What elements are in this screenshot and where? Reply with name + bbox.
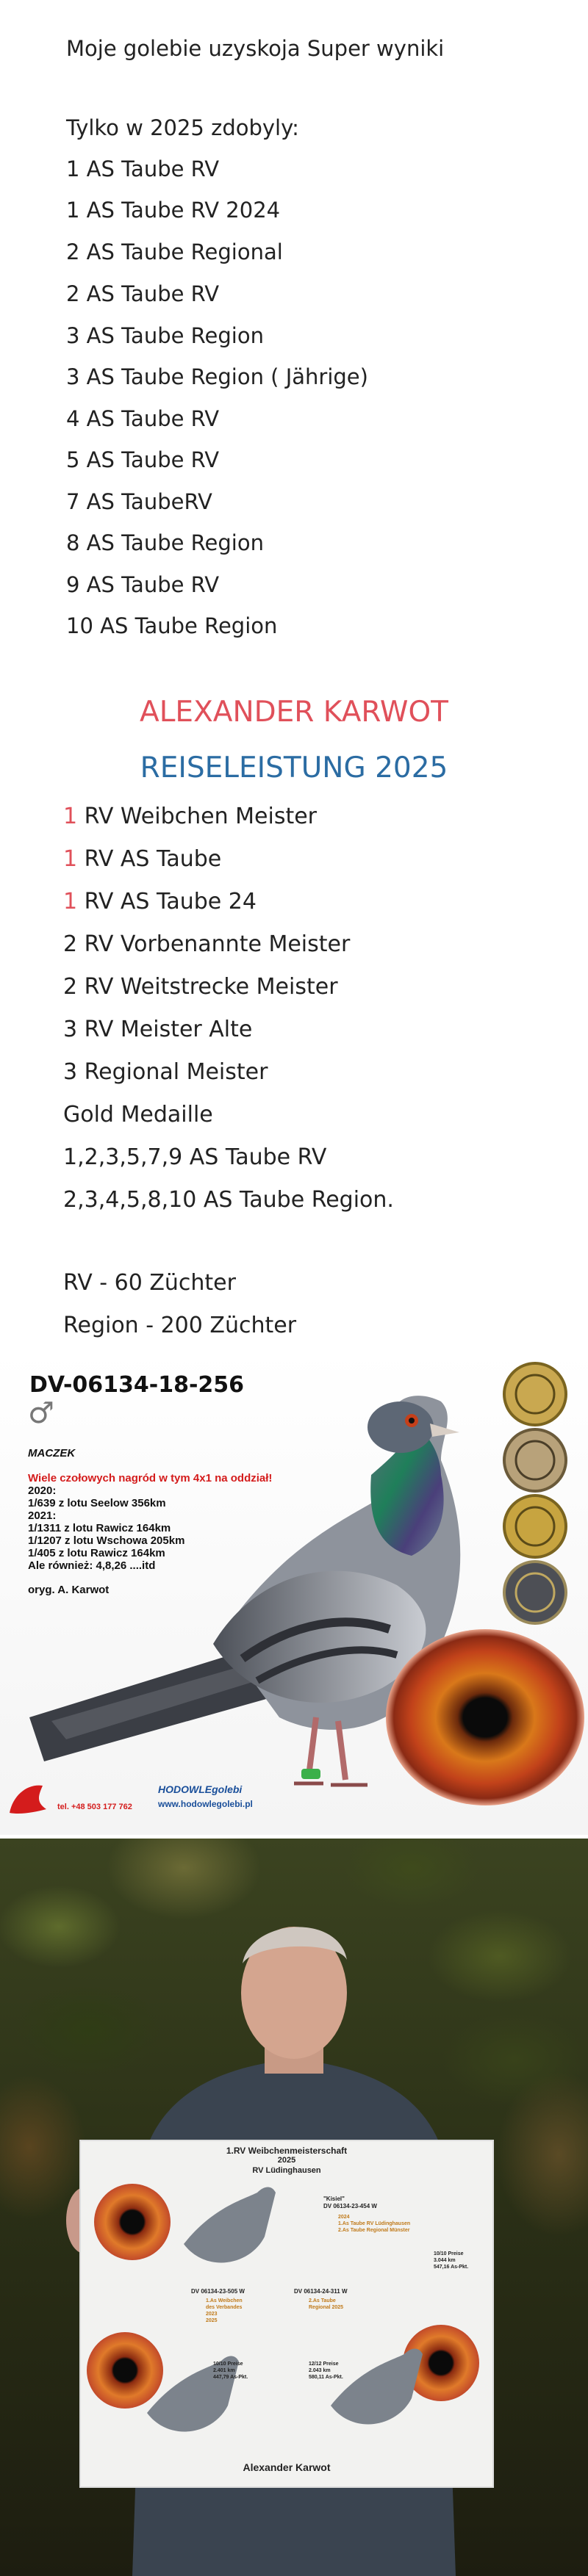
p1-ring: DV 06134-23-454 W [323, 2203, 377, 2209]
result-item: 7 AS TaubeRV [66, 489, 212, 514]
pigeon-illustration [0, 1350, 588, 1835]
p3-stat: 580,11 As-Pkt. [309, 2375, 343, 2380]
result-item: 8 AS Taube Region [66, 530, 264, 555]
achievement-line [63, 848, 221, 870]
p2-stat: 2.401 km [213, 2368, 235, 2373]
p1-line: 2024 [338, 2215, 350, 2220]
achievement-line [63, 806, 317, 828]
achievement-text: RV AS Taube 24 [77, 889, 257, 914]
p3-stat: 2.043 km [309, 2368, 331, 2373]
place-number: 3 [63, 1059, 78, 1085]
p2-line: des Verbandes [206, 2305, 243, 2310]
p1-name: "Kisiel" [323, 2196, 345, 2202]
achievement-line [63, 931, 351, 957]
breeder-name: ALEXANDER KARWOT [140, 696, 448, 729]
result-item: 10 AS Taube Region [66, 613, 278, 638]
website-link[interactable]: www.hodowlegolebi.pl [158, 1799, 253, 1809]
p2-line: 2023 [206, 2312, 218, 2317]
section-title: REISELEISTUNG 2025 [140, 751, 448, 784]
eye-closeup [386, 1629, 584, 1805]
placard-title: 1.RV Weibchenmeisterschaft [226, 2146, 348, 2156]
as-taube-region-line: 2,3,4,5,8,10 AS Taube Region. [63, 1187, 394, 1213]
p1-stat: 3.044 km [434, 2258, 456, 2263]
p1-stat: 547,16 As-Pkt. [434, 2265, 469, 2270]
p3-ring: DV 06134-24-311 W [294, 2288, 348, 2295]
result-item: 3 AS Taube Region ( Jährige) [66, 364, 368, 389]
achievement-text: RV Weibchen Meister [77, 804, 318, 829]
highlight-line: Wiele czołowych nagród w tym 4x1 na oddział! [28, 1472, 273, 1484]
p1-line: 1.As Taube RV Lüdinghausen [338, 2221, 411, 2226]
rv-breeders-count: RV - 60 Züchter [63, 1270, 236, 1296]
origin-line: oryg. A. Karwot [28, 1584, 110, 1596]
placard-owner: Alexander Karwot [243, 2461, 331, 2473]
male-symbol-icon: ♂ [28, 1396, 54, 1430]
pigeon-card [0, 1350, 588, 1835]
achievement-text: RV Weitstrecke Meister [77, 974, 338, 1000]
placard [79, 2140, 494, 2488]
detail-line: 1/1311 z lotu Rawicz 164km [28, 1522, 171, 1534]
p3-line: Regional 2025 [309, 2305, 344, 2310]
place-number: 1 [63, 889, 78, 914]
achievement-text: Regional Meister [77, 1059, 268, 1085]
p2-line: 1.As Weibchen [206, 2298, 243, 2303]
detail-line: 1/1207 z lotu Wschowa 205km [28, 1534, 185, 1547]
achievement-line [63, 976, 338, 998]
detail-line: 1/405 z lotu Rawicz 164km [28, 1547, 165, 1559]
as-taube-rv-line: 1,2,3,5,7,9 AS Taube RV [63, 1144, 327, 1170]
phone-number: tel. +48 503 177 762 [57, 1803, 132, 1811]
achievement-line [63, 1061, 268, 1083]
result-item: 4 AS Taube RV [66, 406, 220, 431]
hodowle-logo-text: HODOWLEgolebi [158, 1783, 243, 1795]
detail-line: 2020: [28, 1484, 57, 1497]
placard-year: 2025 [277, 2156, 296, 2165]
p2-stat: 447,79 As-Pkt. [213, 2375, 248, 2380]
red-pigeon-logo-icon [6, 1780, 50, 1816]
place-number: 2 [63, 974, 78, 1000]
p2-ring: DV 06134-23-505 W [191, 2288, 245, 2295]
headline: Moje golebie uzyskoja Super wyniki [66, 36, 445, 61]
result-item: 3 AS Taube Region [66, 323, 264, 348]
detail-line: Ale również: 4,8,26 ....itd [28, 1559, 156, 1572]
pigeon-name: MACZEK [28, 1447, 76, 1460]
subhead: Tylko w 2025 zdobyly: [66, 115, 299, 140]
achievement-text: RV Vorbenannte Meister [77, 931, 351, 957]
p3-stat: 12/12 Preise [309, 2362, 339, 2367]
achievement-text: RV Meister Alte [77, 1017, 253, 1042]
p3-line: 2.As Taube [309, 2298, 336, 2303]
p1-line: 2.As Taube Regional Münster [338, 2228, 410, 2233]
result-item: 1 AS Taube RV [66, 156, 220, 181]
place-number: 3 [63, 1017, 78, 1042]
breeder-photo [0, 1839, 588, 2576]
achievement-text: RV AS Taube [77, 846, 222, 872]
place-number: 2 [63, 931, 78, 957]
placard-graphics [81, 2141, 492, 2486]
ring-number: DV-06134-18-256 [29, 1372, 245, 1398]
achievement-line [63, 891, 257, 913]
result-item: 2 AS Taube RV [66, 281, 220, 306]
p2-line: 2025 [206, 2318, 218, 2323]
achievement-line [63, 1019, 252, 1041]
place-number: 1 [63, 846, 78, 872]
placard-club: RV Lüdinghausen [252, 2166, 321, 2175]
detail-line: 1/639 z lotu Seelow 356km [28, 1497, 166, 1509]
p1-stat: 10/10 Preise [434, 2251, 464, 2256]
detail-line: 2021: [28, 1509, 57, 1522]
p2-stat: 10/10 Preise [213, 2362, 243, 2367]
result-item: 1 AS Taube RV 2024 [66, 198, 281, 223]
result-item: 9 AS Taube RV [66, 572, 220, 597]
gold-medal-line: Gold Medaille [63, 1102, 213, 1128]
region-breeders-count: Region - 200 Züchter [63, 1313, 297, 1338]
result-item: 2 AS Taube Regional [66, 239, 283, 264]
result-item: 5 AS Taube RV [66, 447, 220, 472]
place-number: 1 [63, 804, 78, 829]
